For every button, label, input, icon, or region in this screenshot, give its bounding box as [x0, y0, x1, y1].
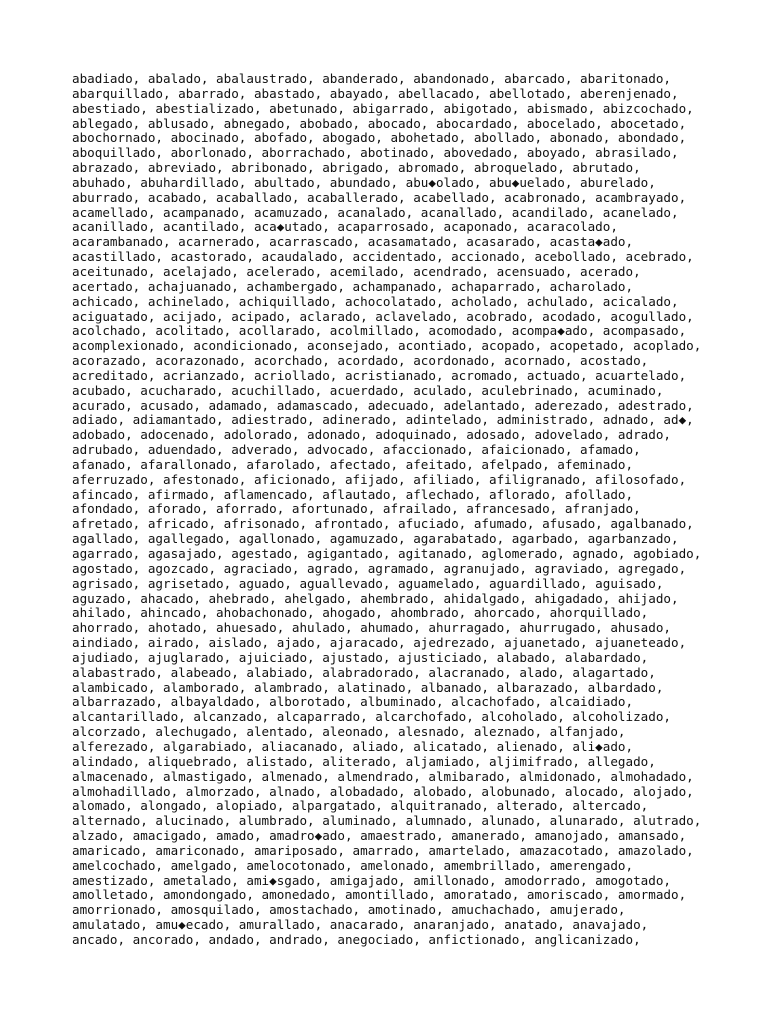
- text-line: almohadillado, almorzado, alnado, alobadado, alobado, alobunado, alocado, alojado,: [72, 783, 694, 799]
- text-line: aciguatado, acijado, acipado, aclarado, aclavelado, acobrado, acodado, acogullado,: [72, 308, 694, 324]
- text-line: aburrado, acabado, acaballado, acaballerado, acabellado, acabronado, acambrayado,: [72, 189, 687, 205]
- text-line: agallado, agallegado, agallonado, agamuzado, agarabatado, agarbado, agarbanzado,: [72, 531, 679, 547]
- text-line: agrisado, agrisetado, aguado, aguallevado, aguamelado, aguardillado, aguisado,: [72, 575, 664, 591]
- text-line: agostado, agozcado, agraciado, agrado, agramado, agranujado, agraviado, agregado,: [72, 560, 687, 576]
- text-line: aguzado, ahacado, ahebrado, ahelgado, ahembrado, ahidalgado, ahigadado, ahijado,: [72, 590, 679, 606]
- text-line: amelcochado, amelgado, amelocotonado, amelonado, amembrillado, amerengado,: [72, 857, 634, 873]
- text-line: [72, 948, 712, 963]
- text-line: acolchado, acolitado, acollarado, acolmillado, acomodado, acompa◆ado, acompasado,: [72, 323, 687, 339]
- text-line: alcorzado, alechugado, alentado, aleonado, alesnado, aleznado, alfanjado,: [72, 724, 626, 740]
- text-line: amorrionado, amosquilado, amostachado, amotinado, amuchachado, amujerado,: [72, 902, 626, 918]
- text-line: adiado, adiamantado, adiestrado, adinerado, adintelado, administrado, adnado, ad◆,: [72, 412, 694, 428]
- text-line: alternado, alucinado, alumbrado, aluminado, alumnado, alunado, alunarado, alutrado,: [72, 813, 702, 829]
- text-line: aferruzado, afestonado, aficionado, afijado, afiliado, afiligranado, afilosofado,: [72, 471, 687, 487]
- text-line: afanado, afarallonado, afarolado, afectado, afeitado, afelpado, afeminado,: [72, 456, 634, 472]
- text-line: alcantarillado, alcanzado, alcaparrado, alcarchofado, alcoholado, alcoholizado,: [72, 709, 671, 725]
- text-line: acorazado, acorazonado, acorchado, acordado, acordonado, acornado, acostado,: [72, 353, 649, 369]
- text-line: almacenado, almastigado, almenado, almendrado, almibarado, almidonado, almohadado,: [72, 768, 694, 784]
- text-line: afretado, africado, afrisonado, afrontado, afuciado, afumado, afusado, agalbanado,: [72, 516, 694, 532]
- text-line: adobado, adocenado, adolorado, adonado, adoquinado, adosado, adovelado, adrado,: [72, 427, 671, 443]
- text-line: alindado, aliquebrado, alistado, aliterado, aljamiado, aljimifrado, allegado,: [72, 753, 656, 769]
- text-page: [72, 72, 712, 963]
- text-line: acertado, achajuanado, achambergado, achampanado, achaparrado, acharolado,: [72, 278, 634, 294]
- text-line: acubado, acucharado, acuchillado, acuerdado, aculado, aculebrinado, acuminado,: [72, 382, 664, 398]
- text-line: albarrazado, albayaldado, alborotado, albuminado, alcachofado, alcaidiado,: [72, 694, 634, 710]
- text-line: achicado, achinelado, achiquillado, achocolatado, acholado, achulado, acicalado,: [72, 293, 679, 309]
- text-line: agarrado, agasajado, agestado, agigantado, agitanado, aglomerado, agnado, agobiado,: [72, 546, 702, 561]
- text-line: abrazado, abreviado, abribonado, abrigado, abromado, abroquelado, abrutado,: [72, 160, 641, 176]
- text-line: alomado, alongado, alopiado, alpargatado, alquitranado, alterado, altercado,: [72, 798, 649, 814]
- text-line: adrubado, aduendado, adverado, advocado, afaccionado, afaicionado, afamado,: [72, 442, 641, 458]
- text-line: aindiado, airado, aislado, ajado, ajaracado, ajedrezado, ajuanetado, ajuaneteado,: [72, 635, 687, 651]
- text-line: afincado, afirmado, aflamencado, aflautado, aflechado, aflorado, afollado,: [72, 486, 634, 502]
- text-line: ajudiado, ajuglarado, ajuiciado, ajustado, ajusticiado, alabado, alabardado,: [72, 649, 649, 665]
- text-line: alabastrado, alabeado, alabiado, alabradorado, alacranado, alado, alagartado,: [72, 664, 656, 680]
- text-line: acreditado, acrianzado, acriollado, acristianado, acromado, actuado, acuartelado,: [72, 367, 687, 383]
- text-line: amolletado, amondongado, amonedado, amontillado, amoratado, amoriscado, amormado,: [72, 887, 687, 903]
- text-line: amestizado, ametalado, ami◆sgado, amigajado, amillonado, amodorrado, amogotado,: [72, 872, 671, 888]
- text-line: abochornado, abocinado, abofado, abogado, abohetado, abollado, abonado, abondado,: [72, 130, 687, 146]
- text-line: abadiado, abalado, abalaustrado, abanderado, abandonado, abarcado, abaritonado,: [72, 71, 671, 86]
- text-line: ablegado, ablusado, abnegado, abobado, abocado, abocardado, abocelado, abocetado,: [72, 115, 687, 131]
- text-line: aboquillado, aborlonado, aborrachado, abotinado, abovedado, aboyado, abrasilado,: [72, 145, 679, 161]
- text-line: abarquillado, abarrado, abastado, abayado, abellacado, abellotado, aberenjenado,: [72, 85, 679, 101]
- text-line: acanillado, acantilado, aca◆utado, acaparrosado, acaponado, acaracolado,: [72, 219, 618, 235]
- text-line: afondado, aforado, aforrado, afortunado, afrailado, afrancesado, afranjado,: [72, 501, 641, 517]
- text-line: amulatado, amu◆ecado, amurallado, anacarado, anaranjado, anatado, anavajado,: [72, 917, 649, 933]
- text-line: acurado, acusado, adamado, adamascado, adecuado, adelantado, aderezado, adestrado,: [72, 397, 694, 413]
- text-line: abestiado, abestializado, abetunado, abigarrado, abigotado, abismado, abizcochado,: [72, 100, 694, 116]
- text-line: acastillado, acastorado, acaudalado, accidentado, accionado, acebollado, acebrado,: [72, 249, 694, 265]
- text-line: ahorrado, ahotado, ahuesado, ahulado, ahumado, ahurragado, ahurrugado, ahusado,: [72, 620, 671, 636]
- text-line: acomplexionado, acondicionado, aconsejado, acontiado, acopado, acopetado, acoplado,: [72, 338, 702, 354]
- text-line: acarambanado, acarnerado, acarrascado, acasamatado, acasarado, acasta◆ado,: [72, 234, 634, 250]
- text-line: ahilado, ahincado, ahobachonado, ahogado, ahombrado, ahorcado, ahorquillado,: [72, 605, 649, 621]
- text-line: alambicado, alamborado, alambrado, alatinado, albanado, albarazado, albardado,: [72, 679, 664, 695]
- text-line: amaricado, amariconado, amariposado, amarrado, amartelado, amazacotado, amazolado,: [72, 842, 694, 858]
- text-line: acamellado, acampanado, acamuzado, acanalado, acanallado, acandilado, acanelado,: [72, 204, 679, 220]
- text-line: abuhado, abuhardillado, abultado, abundado, abu◆olado, abu◆uelado, aburelado,: [72, 174, 656, 190]
- text-line: aceitunado, acelajado, acelerado, acemilado, acendrado, acensuado, acerado,: [72, 263, 641, 279]
- text-line: ancado, ancorado, andado, andrado, anegociado, anfictionado, anglicanizado,: [72, 931, 641, 947]
- text-line: alzado, amacigado, amado, amadro◆ado, amaestrado, amanerado, amanojado, amansado,: [72, 828, 687, 844]
- text-line: alferezado, algarabiado, aliacanado, aliado, alicatado, alienado, ali◆ado,: [72, 738, 634, 754]
